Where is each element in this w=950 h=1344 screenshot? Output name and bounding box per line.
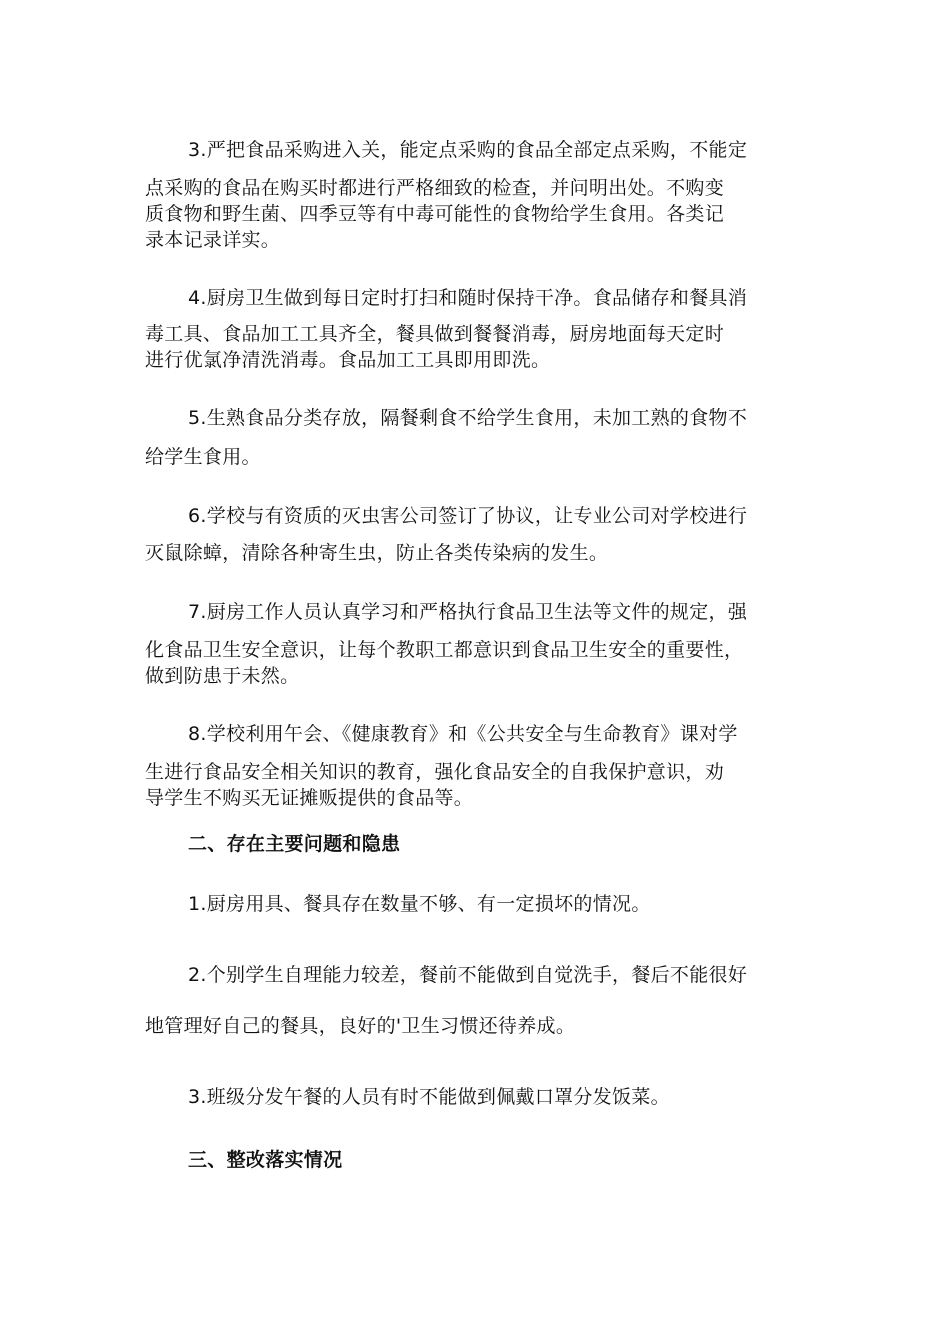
paragraph-8-line-3: 导学生不购买无证摊贩提供的食品等。 [145, 787, 474, 809]
paragraph-3-line-4: 录本记录详实。 [145, 229, 281, 251]
paragraph-7-line-1: 7.厨房工作人员认真学习和严格执行食品卫生法等文件的规定，强 [188, 601, 748, 623]
paragraph-7-line-3: 做到防患于未然。 [145, 665, 300, 687]
issue-2-line-1: 2.个别学生自理能力较差，餐前不能做到自觉洗手，餐后不能很好 [188, 964, 748, 986]
paragraph-7-line-2: 化食品卫生安全意识，让每个教职工都意识到食品卫生安全的重要性， [145, 639, 744, 661]
section-heading-2: 二、存在主要问题和隐患 [188, 833, 401, 855]
paragraph-4-line-3: 进行优氯净清洗消毒。食品加工工具即用即洗。 [145, 349, 551, 371]
paragraph-6-line-2: 灭鼠除蟑，清除各种寄生虫，防止各类传染病的发生。 [145, 542, 609, 564]
paragraph-3-line-2: 点采购的食品在购买时都进行严格细致的检查，并问明出处。不购变 [145, 177, 725, 199]
paragraph-3-line-1: 3.严把食品采购进入关，能定点采购的食品全部定点采购，不能定 [188, 139, 748, 161]
issue-2-line-2: 地管理好自己的餐具，良好的'卫生习惯还待养成。 [145, 1015, 576, 1037]
paragraph-4-line-2: 毒工具、食品加工工具齐全，餐具做到餐餐消毒，厨房地面每天定时 [145, 323, 725, 345]
paragraph-6-line-1: 6.学校与有资质的灭虫害公司签订了协议，让专业公司对学校进行 [188, 505, 748, 527]
paragraph-5-line-2: 给学生食用。 [145, 446, 261, 468]
paragraph-3-line-3: 质食物和野生菌、四季豆等有中毒可能性的食物给学生食用。各类记 [145, 203, 725, 225]
paragraph-5-line-1: 5.生熟食品分类存放，隔餐剩食不给学生食用，未加工熟的食物不 [188, 407, 748, 429]
paragraph-8-line-1: 8.学校利用午会、《健康教育》和《公共安全与生命教育》课对学 [188, 723, 738, 745]
issue-3-line-1: 3.班级分发午餐的人员有时不能做到佩戴口罩分发饭菜。 [188, 1086, 670, 1108]
section-heading-3: 三、整改落实情况 [188, 1149, 343, 1171]
paragraph-4-line-1: 4.厨房卫生做到每日定时打扫和随时保持干净。食品储存和餐具消 [188, 287, 748, 309]
paragraph-8-line-2: 生进行食品安全相关知识的教育，强化食品安全的自我保护意识，劝 [145, 761, 725, 783]
issue-1-line-1: 1.厨房用具、餐具存在数量不够、有一定损坏的情况。 [188, 893, 651, 915]
